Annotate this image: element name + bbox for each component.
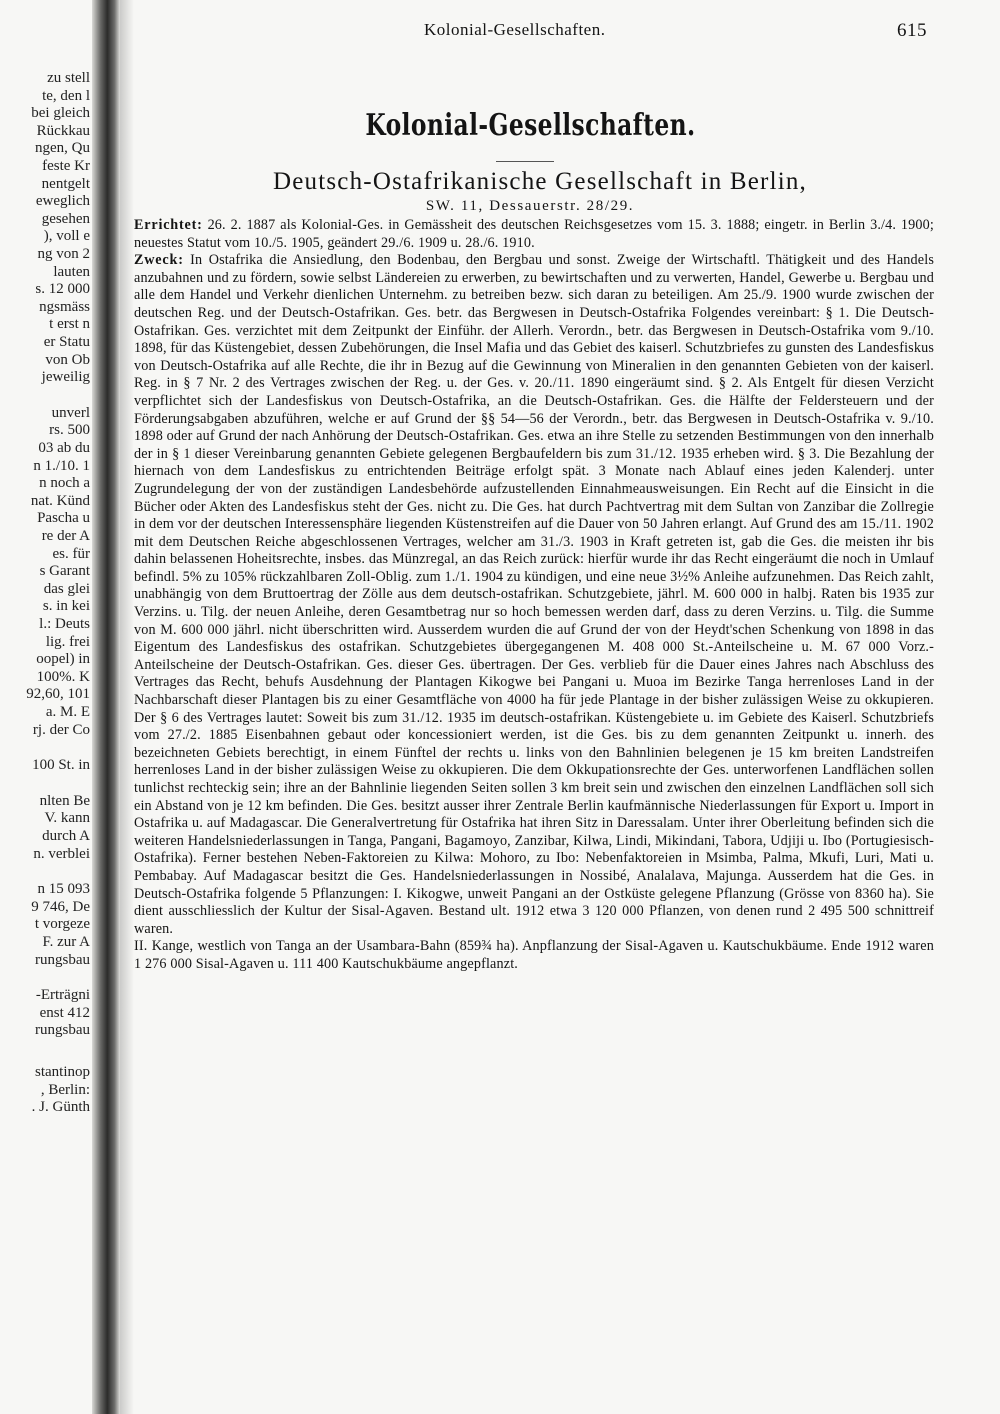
main-column xyxy=(116,100,934,974)
left-fragment-line: 100 St. in xyxy=(32,757,90,774)
left-fragment-line: oopel) in xyxy=(36,651,90,668)
left-fragment-line: enst 412 xyxy=(39,1004,90,1021)
left-fragment-line: te, den l xyxy=(42,87,90,104)
left-fragment-line: es. für xyxy=(52,545,90,562)
zweck-paragraph xyxy=(116,252,934,938)
left-fragment-line: , Berlin: xyxy=(40,1081,90,1098)
left-fragment-line: lig. frei xyxy=(45,633,90,650)
company-name: Deutsch-Ostafrikanische Gesellschaft in Berlin, xyxy=(272,168,808,195)
left-fragment-line: F. zur A xyxy=(42,934,90,950)
left-fragment-line: nat. Künd xyxy=(30,492,90,509)
left-fragment-line: s. in kei xyxy=(42,598,90,615)
errichtet-text: 26. 2. 1887 als Kolonial-Ges. in Gemässheit des deutschen Reichsgesetzes vom 15. 3. 1888; eingetr. in Berlin 3./4. 1900; neuestes Statut vom 10./5. 1905, geändert 29./6. 1909 u. 28./6. 1910. xyxy=(134,217,934,251)
left-fragment-line: . J. Günth xyxy=(31,1099,90,1116)
left-fragment-line: Pascha u xyxy=(37,510,90,527)
left-fragment-line: lauten xyxy=(53,263,90,280)
page-number: 615 xyxy=(897,20,927,41)
left-page-fragments xyxy=(0,0,92,1414)
left-fragment-line: unverl xyxy=(51,404,90,421)
left-fragment-line: s Garant xyxy=(39,563,90,580)
errichtet-label: Errichtet: xyxy=(134,217,203,233)
left-fragment-line: Rückkau xyxy=(36,122,90,139)
left-fragment-line: n 1./10. 1 xyxy=(33,457,90,474)
left-fragment-line: V. kann xyxy=(44,810,90,827)
left-fragment-line: nlten Be xyxy=(39,792,90,809)
left-fragment-line: rj. der Co xyxy=(32,721,90,738)
running-header-title: Kolonial-Gesellschaften. xyxy=(424,20,606,39)
left-fragment-line: t erst n xyxy=(49,316,90,333)
left-fragment-line: 9 746, De xyxy=(31,898,90,915)
left-fragment-line: gesehen xyxy=(41,210,90,227)
left-fragment-line: a. M. E xyxy=(45,704,90,720)
left-fragment-line: nentgelt xyxy=(41,175,90,192)
left-fragment-line: n noch a xyxy=(39,475,90,492)
left-fragment-line: rs. 500 xyxy=(49,422,90,439)
left-fragment-line: rungsbau xyxy=(35,1022,90,1039)
company-address: SW. 11, Dessauerstr. 28/29. xyxy=(425,198,635,214)
entry-body xyxy=(116,217,934,974)
left-fragment-line: er Statu xyxy=(43,334,90,350)
running-header xyxy=(135,20,935,44)
left-fragment-line: feste Kr xyxy=(42,158,90,174)
zweck-label: Zweck: xyxy=(134,252,184,269)
left-fragment-line: n 15 093 xyxy=(37,881,90,898)
left-fragment-line: eweglich xyxy=(35,193,90,210)
left-fragment-line: 03 ab du xyxy=(38,440,90,456)
left-fragment-line: ), voll e xyxy=(43,228,90,245)
left-fragment-line: ng von 2 xyxy=(37,246,90,262)
left-fragment-line: zu stell xyxy=(47,70,90,86)
left-fragment-line: n. verblei xyxy=(33,845,90,862)
left-fragment-line: rungsbau xyxy=(35,951,90,968)
left-fragment-line: jeweilig xyxy=(41,369,90,386)
left-fragment-line: ngen, Qu xyxy=(35,140,90,157)
section-divider xyxy=(496,161,554,162)
left-fragment-line: durch A xyxy=(42,828,90,844)
left-fragment-line: 100%. K xyxy=(36,668,90,685)
left-fragment-line: t vorgeze xyxy=(34,916,90,933)
left-fragment-line: von Ob xyxy=(45,351,90,368)
section-title: Kolonial-Gesellschaften. xyxy=(365,108,696,143)
left-fragment-line: stantinop xyxy=(35,1064,90,1080)
kange-text: II. Kange, westlich von Tanga an der Usambara-Bahn (859¾ ha). Anpflanzung der Sisal-Agaven u. Kautschukbäume. Ende 1912 waren 1 276 000 Sisal-Agaven u. 111 400 Kautschukbäume angepflanzt. xyxy=(134,938,934,972)
left-fragment-line: s. 12 000 xyxy=(35,281,90,298)
left-fragment-line: bei gleich xyxy=(31,105,90,122)
left-fragment-line: l.: Deuts xyxy=(39,616,90,632)
left-fragment-line: 92,60, 101 xyxy=(26,686,90,703)
kange-paragraph xyxy=(116,938,934,973)
zweck-text: In Ostafrika die Ansiedlung, den Bodenbau, den Bergbau und sonst. Zweige der Wirtschaftl. Thätigkeit und des Handels anzubahnen und zu fördern, sowie selbst Ländereien zu erwerben, zu bewirtschaften und zu verwerten, Handel, Gewerbe u. Bergbau und alle dem Handel und Verkehr dienlichen Unternehm. zu betreiben bezw. sich daran zu beteiligen. Am 25./9. 1900 wurde zwischen der deutschen Reg. und der Deutsch-Ostafrikan. Ges. betr. das Bergwesen in Deutsch-Ostafrika Folgendes vereinbart: § 1. Die Deutsch-Ostafrikan. Ges. verzichtet mit dem Zeitpunkt der Einführ. der Allerh. Verordn., betr. das Bergwesen in Deutsch-Ostafrika vom 9./10. 1898, für das Küstengebiet, dessen Zubehörungen, die Insel Mafia und das Gebiet des kaiserl. Schutzbriefes zu gunsten des Landesfiskus von Deutsch-Ostafrika auf alle Rechte, die ihr in Bezug auf die Gewinnung von Mineralien in den genannten Gebieten von der kaiserl. Reg. in § 7 Nr. 2 des Vertrages zwischen der Reg. u. der Ges. v. 20./11. 1890 eingeräumt sind. § 2. Als Entgelt für diesen Verzicht verpflichtet sich der Landesfiskus von Deutsch-Ostafrika, an die Deutsch-Ostafrikan. Ges. die Hälfte der Feldersteuern und der Förderungsabgaben abzuführen, welche er auf Grund der §§ 54—56 der Verordn., betr. das Bergwesen in Deutsch-Ostafrika v. 9./10. 1898 oder auf Grund der nach Anhörung der Deutsch-Ostafrikan. Ges. etwa an ihre Stelle zu setzenden Bestimmungen von den innerhalb der in § 1 dieser Vereinbarung genannten Gebiete gelegenen Bergbaufeldern bis zum 31./12. 1935 erheben wird. § 3. Die Bezahlung der hiernach von dem Landesfiskus zu entrichtenden Beiträge erfolgt spät. 3 Monate nach Ablauf eines jeden Kalenderj. unter Zugrundelegung der von der zuständigen Landesbehörde aufzustellenden Einnahmeausweisungen. Ein Recht auf die Einsicht in die Bücher oder Akten des Landesfiskus steht der Ges. nicht zu. Die Ges. hat durch Pachtvertrag mit dem Sultan von Zanzibar die Zollregie in dem vor der deutschen Interessensphäre liegenden Küstenstreifen auf die Dauer von 50 Jahren erlangt. Auf Grund des am 15./11. 1902 mit dem Deutschen Reiche abgeschlossenen Vertrages, welcher am 31./3. 1903 in Kraft getreten ist, gab die Ges. die meisten ihr bis dahin belassenen Hoheitsrechte, insbes. das Münzregal, an das Reich zurück: hierfür wurde ihr das Recht eingeräumt die noch in Umlauf befindl. 5% zu 105% rückzahlbaren Zoll-Oblig. zum 1./1. 1904 zu kündigen, und eine neue 3½% Anleihe aufzunehmen. Das Reich zahlt, unabhängig von dem Bruttoertrag der Zölle aus dem deutsch-ostafrikan. Schutzgebiete, jährl. M. 600 000 in halbj. Raten bis 1935 zur Verzins. u. Tilg. der neuen Anleihe, deren Gesamtbetrag nur so hoch bemessen werden darf, dass zu deren Verzins. u. Tilg. die Summe von M. 600 000 jährl. nicht überschritten wird. Ausserdem wurden die auf Grund der von der Heydt'schen Schenkung von 1898 in das Eigentum des Landesfiskus des ostafrikan. Schutzgebietes übergegangenen M. 408 000 St.-Anteilscheine u. M. 67 000 Vorz.-Anteilscheine der Deutsch-Ostafrikan. Ges. dieser Ges. übertragen. Der Ges. verblieb für die Dauer eines Jahres nach Abschluss des Vertrages das Recht, behufs Ausdehnung der Plantagen Kikogwe bei Pangani u. Muoa im Bezirke Tanga herrenloses Land in der Nachbarschaft dieser Plantagen bis zu einer Gesamtfläche von 4000 ha für jede Plantage in der bisher zulässigen Weise zu okkupieren. Der § 6 des Vertrages lautet: Soweit bis zum 31./12. 1935 im deutsch-ostafrikan. Küstengebiete u. im Gebiete des Kaiserl. Schutzbriefs vom 27./2. 1885 Eisenbahnen gebaut oder koncessioniert werden, ist die Ges. bis zu dem genannten Zeitpunkt u. innerh. des bezeichneten Gebiets berechtigt, in einem Fünftel der rechts u. links von den Bahnlinien belegenen je 15 km breiten Landstreifen herrenloses Land in der bisher zulässigen Weise zu okkupieren. Die dem Okkupationsrechte der Ges. unterworfenen Landflächen sollen tunlichst rechteckig sein; ihre an der Bahnlinie liegenden Seiten sollen 3 km breit sein und zwischen den einzelnen Landflächen soll sich ein Abstand von je 12 km befinden. Die Ges. besitzt ausser ihrer Zentrale Berlin kaufmännische Niederlassungen für Export u. Import in Ostafrika u. auf Madagascar. Die Generalvertretung für Ostafrika hat ihren Sitz in Daressalam. Unter ihrer Oberleitung befinden sich die weiteren Handelsniederlassungen in Tanga, Pangani, Bagamoyo, Zanzibar, Kilwa, Lindi, Mikindani, Tabora, Udjiji u. Ibo (Portugiesisch-Ostafrika). Ferner bestehen Neben-Faktoreien zu Kilwa: Mohoro, zu Ibo: Nebenfaktoreien in Msimba, Palma, Mkufi, Luri, Mati u. Pembabay. Auf Madagascar besitzt die Ges. Handelsniederlassungen in Nossibé, Analalava, Majunga. Ausserdem hat die Ges. in Deutsch-Ostafrika folgende 5 Pflanzungen: I. Kikogwe, unweit Pangani an der Ostküste gelegene Pflanzung (Grösse von 8360 ha). Sie dient ausschliesslich der Kultur der Sisal-Agaven. Bestand ult. 1912 etwa 3 120 000 Pflanzen, von denen rund 2 495 500 schnittreif waren. xyxy=(134,252,934,937)
left-fragment-line: das glei xyxy=(43,580,90,597)
errichtet-paragraph xyxy=(116,217,934,252)
left-fragment-line: -Erträgni xyxy=(35,987,90,1004)
left-fragment-line: ngsmäss xyxy=(39,298,90,315)
left-fragment-line: re der A xyxy=(41,528,90,544)
